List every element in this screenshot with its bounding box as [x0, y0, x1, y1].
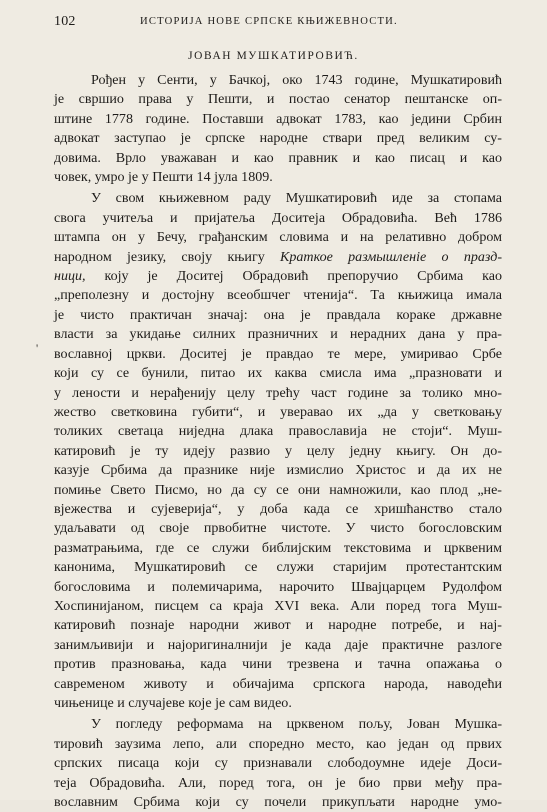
text-line: жество светковина губити“, и уверавао их „да у светковању	[54, 403, 502, 420]
text-line: У свом књижевном раду Мушкатировић иде за стопама	[91, 190, 502, 207]
running-head	[54, 14, 502, 32]
text-line: штампа он у Бечу, грађанским словима и на релативно добром	[54, 229, 502, 246]
line-segment: коју је Доситеј Обрадовић препоручио Србима као	[85, 268, 502, 285]
text-line: Хоспинијаном, писцем са краја XVI века. Али поред тога Муш-	[54, 597, 502, 614]
text-line: против празновања, када чини трезвена и тачна опажања о	[54, 656, 502, 673]
text-line: који су се бунили, питао их каква смисла има „празновати и	[54, 365, 502, 382]
text-line	[54, 248, 502, 267]
text-line: свога учитеља и пријатеља Доситеја Обрадовића. Већ 1786	[54, 209, 502, 226]
text-line	[54, 267, 502, 286]
text-line: теја Обрадовића. Али, поред тога, он је био први међу пра-	[54, 774, 502, 791]
text-line: У погледу реформама на црквеном пољу, Јован Мушка-	[91, 716, 502, 733]
text-line: Рођен у Сенти, у Бачкој, око 1743 године, Мушкатировић	[91, 72, 502, 88]
text-line: вјежества и сујеверија“, у доба када се хришћанство стало	[54, 500, 502, 517]
text-line: српских писаца који су признавали слободоумне идеје Доси-	[54, 755, 502, 772]
text-line: толиких светаца ниједна длака православија не стоји“. Муш-	[54, 423, 502, 440]
book-title-italic-cont: ници,	[54, 268, 86, 285]
margin-mark: '	[36, 341, 39, 355]
text-line: удаљавати од своје првобитне чистоте. У чисто богословским	[54, 520, 502, 537]
line-segment: народном језику, своју књигу	[54, 248, 265, 265]
paragraph-biography	[54, 71, 502, 187]
text-line: катировић је ту идеју развио у целу једну књигу. Он до-	[54, 442, 502, 459]
text-line: довима. Врло уважаван и као правник и као писац и као	[54, 149, 502, 166]
text-line: „преполезну и достојну всеобшчег чтенија“. Та књижица имала	[54, 287, 502, 304]
text-line: канонима, Мушкатировић се служи старијим протестантским	[54, 559, 502, 576]
text-line: вославној цркви. Доситеј је правдао те мере, умиривао Србе	[54, 345, 502, 362]
body-text	[54, 71, 502, 812]
text-line: савременом животу и обичајима српскога народа, наводећи	[54, 675, 502, 692]
text-line: човек, умро је у Пешти 14 јула 1809.	[54, 169, 273, 186]
text-line: је чисто практичан значај: она је правдала кораке државне	[54, 306, 502, 323]
text-line: помиње Свето Писмо, но да су се они намножили, као плод „не-	[54, 481, 502, 498]
text-line: казује Србима да празнике није измислио Христос и да их не	[54, 462, 502, 479]
page-number: 102	[54, 14, 76, 29]
running-title: ИСТОРИЈА НОВЕ СРПСКЕ КЊИЖЕВНОСТИ.	[140, 16, 398, 27]
text-line: власти за укидање силних празничних и нерадних дана у пра-	[54, 326, 502, 343]
text-line: катировић познаје народни живот и народне потребе, и нај-	[54, 617, 502, 634]
paragraph-literary-work	[54, 189, 502, 713]
text-line: вославним Србима који су почели прикупљати народне умо-	[54, 794, 502, 811]
paragraph-reforms	[54, 715, 502, 812]
chapter-title: ЈОВАН МУШКАТИРОВИЋ.	[188, 50, 359, 62]
text-line: занимљивији и најоригиналнији је када даје практичне разлоге	[54, 636, 502, 653]
text-line: је свршио права у Пешти, и постао сенатор пештанске оп-	[54, 91, 502, 108]
text-line: у лености и нерађенију целу трећу част године за толико мно-	[54, 384, 502, 401]
text-line: адвокат заступао је српске народне ствари пред великим су-	[54, 130, 502, 147]
book-title-italic: Краткое размышленіе о празд-	[280, 248, 502, 265]
text-line: штине 1778 године. Поставши адвокат 1783, као једини Србин	[54, 110, 502, 127]
text-line: богословима и полемичарима, нарочито Швајцарцем Рудолфом	[54, 578, 502, 595]
text-line: тировић заузима лепо, али споредно место, као један од првих	[54, 735, 502, 752]
text-line: разматрањима, где се служи библијским текстовима и црквеним	[54, 539, 502, 556]
text-line: чињенице и случајеве које је сам видео.	[54, 695, 292, 711]
